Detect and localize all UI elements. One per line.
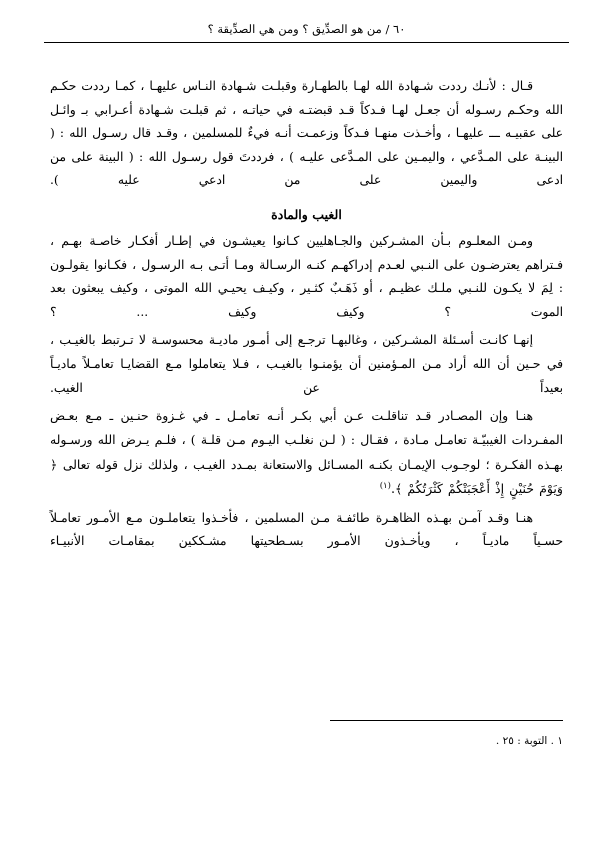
footnote-text: ١ . التوبة : ٢٥ . (495, 735, 563, 747)
paragraph-5: هنـا وقـد آمـن بهـذه الظاهـرة طائفـة مـن المسلمين ، فأخـذوا يتعاملـون مـع الأمـور تعامـلاً حسـياً ماديـاً ، ويأخـذون الأمـور بسـطحيتها مشـككين بمقامـات الأنبيـاء (50, 510, 563, 549)
page-body (36, 75, 577, 554)
paragraph-4 (50, 405, 563, 501)
footnote-marker: (١) (379, 481, 391, 492)
footnote-divider (330, 720, 563, 721)
quran-quote: ﴿ وَيَوْمَ حُنَيْنٍ إِذْ أَعْجَبَتْكُمْ كَثْرَتُكُمْ ﴾. (50, 456, 563, 497)
paragraph-3: إنهـا كانـت أسـئلة المشـركين ، وغالبهـا ترجـع إلى أمـور ماديـة محسوسـة لا تـرتبط بالغيـب ، في حـين أن الله أراد مـن المـؤمنين أن يؤمنـوا بالغيـب ، فـلا يتعاملوا مـع القضايـا تعامـلاً ماديـاً بعيداً عن الغيب. (50, 333, 563, 395)
header-divider (44, 42, 569, 43)
section-heading: الغيب والمادة (271, 207, 342, 223)
page-header: ٦٠ / من هو الصدِّيق ؟ ومن هي الصدِّيقة ؟ (207, 22, 406, 36)
paragraph-1: قـال : لأنـك رددت شـهادة الله لهـا بالطهـارة وقبلـت شـهادة النـاس عليهـا ، كمـا رددت حكـم الله وحكـم رسـوله أن جعـل لهـا فـدكاً قـد قبضتـه في حياتـه ، ثم قبلـت شـهادة أعـرابي بـ وائـل على عقبيـه ـــ عليهـا ، وأخـذت منهـا فـدكاً وزعمـت أنـه فيءٌ للمسلمين ، وقـد قال رسـول الله : ( البينـة على المـدَّعي ، واليمـين على المـدَّعى عليـه ) ، فرددتَ قول رسـول الله : ( البينة على من ادعى واليمين على من ادعي عليه ). (50, 79, 564, 188)
paragraph-4-text: هنـا وإن المصـادر قـد تناقلـت عـن أبي بكـر أنـه تعامـل ـ في غـزوة حنـين ـ مـع بعـض المفـردات الغيبيّـة تعامـل مـادة ، فقـال : ( لـن نغلـب اليـوم مـن قلـة ) ، فلـم يـرض الله ورسـوله بهـذه الفكـرة ؛ لوجـوب الإيمـان بكنـه المسـائل والاستعانة بمـدد الغيـب ، ولذلك نزل قوله تعالى (50, 409, 563, 472)
paragraph-2: ومـن المعلـوم بـأن المشـركين والجـاهليين كـانوا يعيشـون في إطـار أفكـار خاصـة بهـم ، فـتراهم يعترضـون على النـبي لعـدم إدراكهـم كنـه الرسـالة ومـا أتـى بـه الرسـول ، فكـانوا يقولـون : لِمَ لا يكـون للنـبي ملـك عظيـم ، أو ذَهَـبٌ كثـير ، وكيـف يحيـي الله الموتى ، وكيف يبعثون بعد الموت ؟ وكيف وكيف ... ؟ (50, 234, 563, 319)
